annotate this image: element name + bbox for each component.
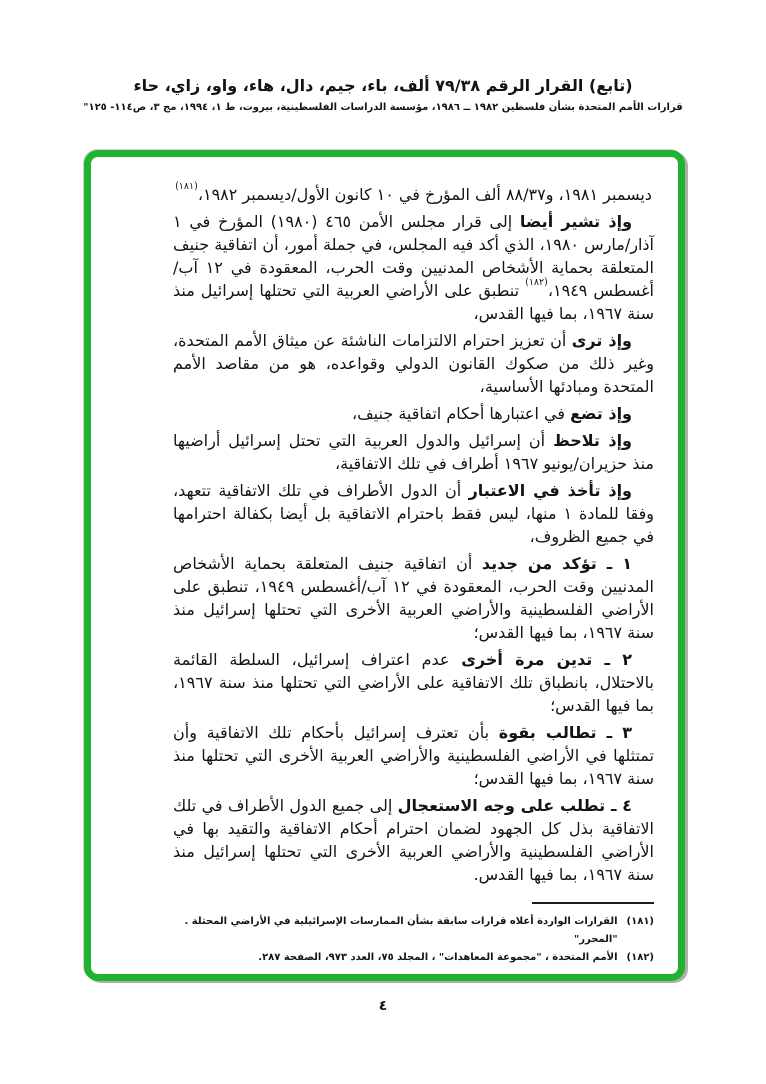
text-segment: بأن تعترف إسرائيل بأحكام تلك الاتفاقية وأن تمتثلها في الأراضي الفلسطينية والأراضي العربية الأخرى التي تحتلها منذ سنة ١٩٦٧، بما فيها القدس؛ — [173, 723, 654, 788]
text-segment: ٢ ـ — [592, 650, 633, 669]
resolution-paragraphs — [173, 180, 655, 886]
text-segment: إلى قرار مجلس الأمن ٤٦٥ (١٩٨٠) المؤرخ في ١ آذار/مارس ١٩٨٠، الذي أكد فيه المجلس، في جملة أمور، أن اتفاقية جنيف المتعلقة بحماية الأشخاص المدنيين وقت الحرب، المعقودة في ١٢ آب/أغسطس ١٩٤٩، — [173, 212, 655, 300]
text-segment: ٤ ـ — [605, 796, 633, 815]
text-segment: عدم اعتراف إسرائيل، السلطة القائمة بالاحتلال، بانطباق تلك الاتفاقية على الأراضي التي تحتلها منذ سنة ١٩٦٧، بما فيها القدس؛ — [173, 650, 654, 715]
page-number: ٤ — [378, 998, 388, 1014]
paragraph — [173, 648, 654, 717]
footnotes — [173, 913, 654, 967]
text-segment: أن الدول الأطراف في تلك الاتفاقية تتعهد، وفقا للمادة ١ منها، ليس فقط باحترام الاتفاقية بل أيضا بكفالة احترامها في جميع الظروف، — [173, 481, 655, 546]
text-segment: ١ ـ — [596, 554, 633, 573]
paragraph — [173, 402, 654, 425]
text-segment: تدين مرة أخرى — [461, 650, 593, 669]
footnote-marker: (١٨١) — [626, 916, 654, 927]
text-segment: أن إسرائيل والدول العربية التي تحتل إسرائيل أراضيها منذ حزيران/يونيو ١٩٦٧ أطراف في تلك الاتفاقية، — [173, 431, 654, 473]
paragraph — [173, 794, 654, 886]
page-header — [0, 76, 766, 113]
text-segment: تنطبق على الأراضي العربية التي تحتلها إسرائيل منذ سنة ١٩٦٧، بما فيها القدس، — [173, 281, 654, 323]
text-segment: ٣ ـ — [596, 723, 632, 742]
text-segment: وإذ تلاحظ — [553, 431, 632, 450]
footnote-text: القرارات الواردة أعلاه قرارات سابقة بشأن الممارسات الإسرائيلية في الأراضي المحتلة . "المحرر" — [184, 916, 618, 945]
footnote-separator — [532, 902, 654, 904]
footnote-reference: (١٨١) — [175, 180, 198, 192]
text-segment: أن اتفاقية جنيف المتعلقة بحماية الأشخاص المدنيين وقت الحرب، المعقودة في ١٢ آب/أغسطس ١٩٤٩، تنطبق على الأراضي الفلسطينية والأراضي العربية الأخرى التي تحتلها إسرائيل منذ سنة ١٩٦٧، بما فيها القدس؛ — [173, 554, 655, 642]
paragraph — [173, 210, 654, 325]
paragraph — [173, 721, 654, 790]
text-segment: وإذ تأخذ في الاعتبار — [468, 481, 632, 500]
text-segment: تطلب على وجه الاستعجال — [397, 796, 606, 815]
text-segment: تطالب بقوة — [498, 723, 597, 742]
text-segment: تؤكد من جديد — [481, 554, 597, 573]
paragraph — [173, 329, 654, 398]
text-segment: في اعتبارها أحكام اتفاقية جنيف، — [351, 404, 571, 423]
resolution-title: (تابع) القرار الرقم ٧٩/٣٨ ألف، باء، جيم، دال، هاء، واو، زاي، حاء — [133, 76, 633, 95]
footnote-text: الأمم المتحدة ، "مجموعة المعاهدات" ، المجلد ٧٥، العدد ٩٧٣، الصفحة ٢٨٧. — [258, 952, 618, 963]
paragraph — [173, 479, 654, 548]
text-segment: وإذ تضع — [570, 404, 632, 423]
resolution-text — [173, 180, 655, 967]
footnote-reference: (١٨٢) — [525, 276, 548, 288]
text-segment: وإذ ترى — [571, 331, 632, 350]
paragraph — [173, 180, 654, 206]
footnote — [173, 949, 654, 967]
paragraph — [173, 552, 654, 644]
text-segment: ديسمبر ١٩٨١، و٨٨/٣٧ ألف المؤرخ في ١٠ كانون الأول/ديسمبر ١٩٨٢، — [197, 185, 652, 204]
paragraph — [173, 429, 654, 475]
text-segment: أن تعزيز احترام الالتزامات الناشئة عن ميثاق الأمم المتحدة، وغير ذلك من صكوك القانون الدولي وقواعده، هو من مقاصد الأمم المتحدة ومبادئها الأساسية، — [173, 331, 654, 396]
source-citation: قرارات الأمم المتحدة بشأن فلسطين ١٩٨٢ ــ ١٩٨٦، مؤسسة الدراسات الفلسطينية، بيروت، ط ١، ١٩٩٤، مج ٣، ص١١٤- ١٢٥" — [83, 102, 683, 113]
green-frame — [84, 150, 685, 981]
footnote — [173, 913, 654, 949]
text-segment: إلى جميع الدول الأطراف في تلك الاتفاقية بذل كل الجهود لضمان احترام أحكام الاتفاقية والتقيد بها في الأراضي الفلسطينية والأراضي العربية الأخرى التي تحتلها إسرائيل منذ سنة ١٩٦٧، بما فيها القدس. — [173, 796, 654, 884]
text-segment: وإذ تشير أيضا — [519, 212, 633, 231]
footnote-marker: (١٨٢) — [626, 952, 654, 963]
